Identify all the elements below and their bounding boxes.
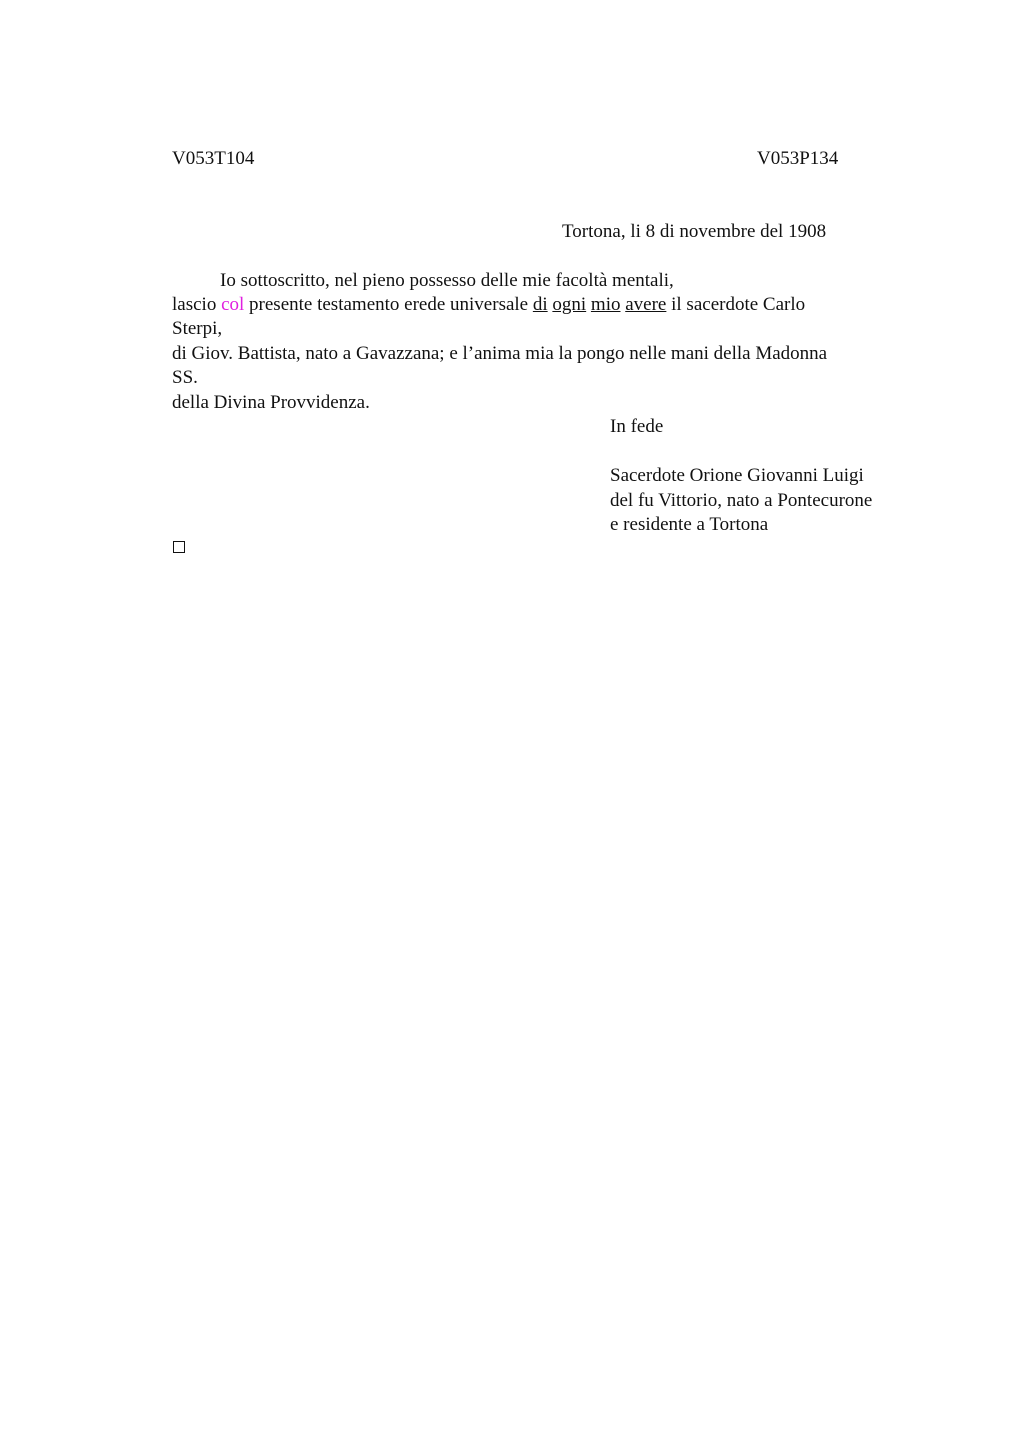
body-line-2 (172, 293, 805, 317)
signature-name: Sacerdote Orione Giovanni Luigi (610, 465, 864, 486)
underlined-word-ogni: ogni (552, 294, 587, 315)
underlined-word-avere: avere (625, 294, 667, 315)
underlined-word-mio: mio (590, 294, 621, 315)
body-line-1: Io sottoscritto, nel pieno possesso delle mie facoltà mentali, (220, 270, 674, 291)
signature-residence: e residente a Tortona (610, 514, 769, 535)
body-line-5: SS. (172, 367, 198, 388)
phrase-presente: presente testamento erede universale (249, 294, 529, 315)
closing-in-fede: In fede (610, 416, 664, 437)
word-lascio: lascio (172, 294, 217, 315)
date-line: Tortona, li 8 di novembre del 1908 (562, 221, 827, 242)
body-line-4: di Giov. Battista, nato a Gavazzana; e l’anima mia la pongo nelle mani della Madonna (172, 343, 828, 364)
signature-father: del fu Vittorio, nato a Pontecurone (610, 490, 873, 511)
highlighted-word-col: col (221, 294, 245, 315)
phrase-sacerdote-carlo: il sacerdote Carlo (671, 294, 806, 315)
document-code-left: V053T104 (172, 148, 255, 169)
underlined-word-di: di (532, 294, 548, 315)
body-line-6: della Divina Provvidenza. (172, 392, 370, 413)
document-code-right: V053P134 (757, 148, 839, 169)
square-outline-icon (173, 541, 185, 553)
body-line-3: Sterpi, (172, 318, 223, 339)
